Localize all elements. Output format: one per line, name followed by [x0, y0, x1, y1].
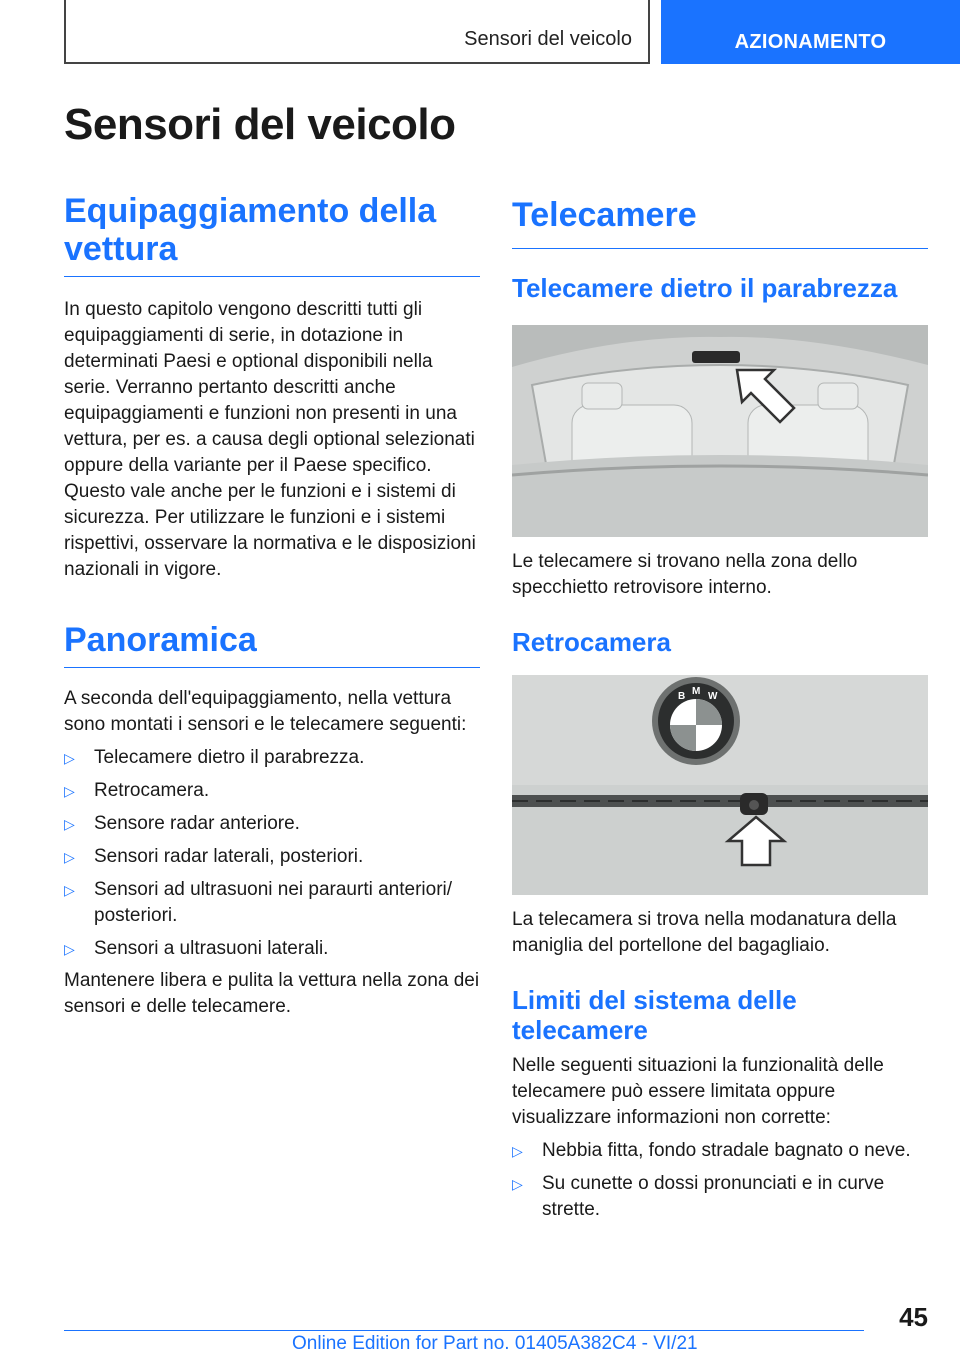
sensor-list [64, 745, 480, 962]
page-number: 45 [899, 1302, 928, 1332]
heading-telecamere-parabrezza: Telecamere dietro il parabrezza [512, 273, 898, 303]
heading-telecamere: Telecamere [512, 192, 928, 249]
rear-window-illustration [512, 325, 928, 537]
list-item: ▷ Retrocamera. [64, 778, 480, 804]
svg-text:B: B [678, 691, 686, 702]
header-section-title: Sensori del veicolo [464, 28, 632, 50]
list-item: ▷ Sensore radar anteriore. [64, 811, 480, 837]
heading-equipaggiamento: Equipaggiamento della vettura [64, 192, 480, 277]
paragraph-limiti: Nelle seguenti situazioni la funzionalità delle telecamere può essere limitata oppure visualizzare informazioni non corrette: [512, 1055, 884, 1128]
list-item: ▷ Nebbia fitta, fondo stradale bagnato o neve. [512, 1138, 928, 1164]
triangle-bullet-icon: ▷ [512, 1143, 523, 1159]
svg-text:W: W [708, 691, 718, 702]
list-item: ▷ Sensori a ultrasuoni laterali. [64, 936, 480, 962]
triangle-bullet-icon: ▷ [64, 882, 75, 898]
heading-panoramica: Panoramica [64, 621, 480, 668]
windshield-camera-figure [512, 325, 928, 537]
paragraph-equipaggiamento: In questo capitolo vengono descritti tutti gli equipaggiamenti di serie, in dotazione in determinati Paesi e optional disponibili nella serie. Verranno pertanto descritti anche equipaggiamenti e funzioni non presenti in una vettura, per es. a causa degli optional selezionati oppure della variante per il Paese specifico. Questo vale anche per le funzioni e i sistemi di sicurezza. Per utilizzare le funzioni e i sistemi rispettivi, osservare la normativa e le disposizioni nazionali in vigore. [64, 299, 476, 580]
triangle-bullet-icon: ▷ [64, 783, 75, 799]
triangle-bullet-icon: ▷ [512, 1176, 523, 1192]
rear-camera-figure [512, 675, 928, 895]
paragraph-parabrezza: Le telecamere si trovano nella zona dello specchietto retrovisore interno. [512, 551, 858, 598]
footer-divider [64, 1330, 864, 1331]
heading-retrocamera: Retrocamera [512, 627, 671, 657]
triangle-bullet-icon: ▷ [64, 941, 75, 957]
header-frame [64, 0, 650, 64]
limitations-list [512, 1138, 928, 1223]
page-header [64, 0, 960, 64]
list-item: ▷ Sensori radar laterali, posteriori. [64, 844, 480, 870]
right-column [512, 192, 928, 1223]
paragraph-closing: Mantenere libera e pulita la vettura nella zona dei sensori e delle telecamere. [64, 970, 480, 1017]
triangle-bullet-icon: ▷ [64, 849, 75, 865]
heading-limiti: Limiti del sistema delle telecamere [512, 985, 797, 1045]
header-chapter-tab: AZIONAMENTO [661, 0, 960, 64]
page-title: Sensori del veicolo [64, 100, 456, 149]
list-item: ▷ Su cunette o dossi pronunciati e in curve strette. [512, 1173, 885, 1220]
tailgate-illustration [512, 675, 928, 895]
triangle-bullet-icon: ▷ [64, 816, 75, 832]
footer-edition: Online Edition for Part no. 01405A382C4 - VI/21 [292, 1333, 698, 1354]
list-item: ▷ Telecamere dietro il parabrezza. [64, 745, 480, 771]
triangle-bullet-icon: ▷ [64, 750, 75, 766]
left-column [64, 192, 480, 1020]
paragraph-retrocamera: La telecamera si trova nella modanatura della maniglia del portellone del bagagliaio. [512, 909, 897, 956]
paragraph-panoramica: A seconda dell'equipaggiamento, nella vettura sono montati i sensori e le telecamere seguenti: [64, 688, 467, 735]
svg-text:M: M [692, 686, 701, 697]
list-item: ▷ Sensori ad ultrasuoni nei paraurti anteriori/ posteriori. [64, 879, 453, 926]
